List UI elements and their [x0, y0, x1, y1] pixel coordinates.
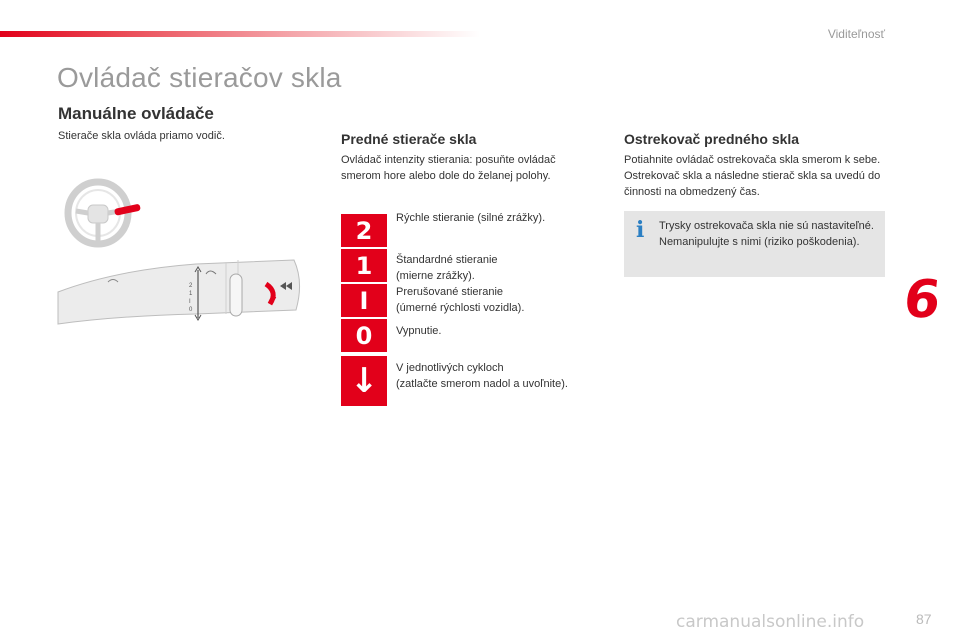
mode-1-text-line2: (mierne zrážky). — [396, 270, 475, 282]
mode-i-text-line2: (úmerné rýchlosti vozidla). — [396, 302, 525, 314]
front-wipers-heading: Predné stierače skla — [341, 131, 477, 147]
info-box — [624, 211, 885, 277]
steering-wheel-illustration — [60, 175, 150, 255]
watermark: carmanualsonline.info — [676, 612, 865, 632]
front-wipers-description: Ovládač intenzity stierania: posuňte ovládač smerom hore alebo dole do želanej polohy. — [341, 154, 556, 182]
stalk-label-i: I — [189, 299, 191, 305]
down-arrow-icon: ↓ — [341, 356, 387, 406]
mode-1-text-line1: Štandardné stieranie — [396, 254, 498, 266]
mode-0-text: Vypnutie. — [396, 325, 442, 337]
stalk-label-0: 0 — [189, 307, 193, 313]
stalk-label-2: 2 — [189, 283, 193, 289]
mode-2-text: Rýchle stieranie (silné zrážky). — [396, 212, 546, 224]
mode-single-text-line1: V jednotlivých cykloch — [396, 362, 504, 374]
page-title: Ovládač stieračov skla — [57, 62, 342, 93]
mode-2-icon: 2 — [341, 214, 387, 247]
washer-description: Potiahnite ovládač ostrekovača skla smerom k sebe. Ostrekovač skla a následne stierač skla sa uvedú do činnosti na obmedzený čas. — [624, 154, 881, 198]
mode-1-icon: 1 — [341, 249, 387, 282]
info-text: Trysky ostrekovača skla nie sú nastaviteľné. Nemanipulujte s nimi (riziko poškodenia). — [659, 220, 874, 248]
info-icon: i — [636, 217, 645, 243]
mode-single-text-line2: (zatlačte smerom nadol a uvoľnite). — [396, 378, 568, 390]
mode-0-icon: 0 — [341, 319, 387, 352]
intro-text: Stierače skla ovláda priamo vodič. — [58, 130, 225, 142]
mode-i-icon: I — [341, 284, 387, 317]
stalk-label-1: 1 — [189, 291, 193, 297]
wiper-stalk-illustration — [56, 252, 306, 327]
chapter-number: 6 — [900, 270, 944, 330]
header-accent-bar — [0, 31, 480, 37]
section-header: Viditeľnosť — [827, 27, 885, 41]
mode-i-text-line1: Prerušované stieranie — [396, 286, 504, 298]
washer-heading: Ostrekovač predného skla — [624, 131, 800, 147]
page-subtitle: Manuálne ovládače — [58, 104, 214, 123]
page-number: 87 — [916, 611, 932, 627]
